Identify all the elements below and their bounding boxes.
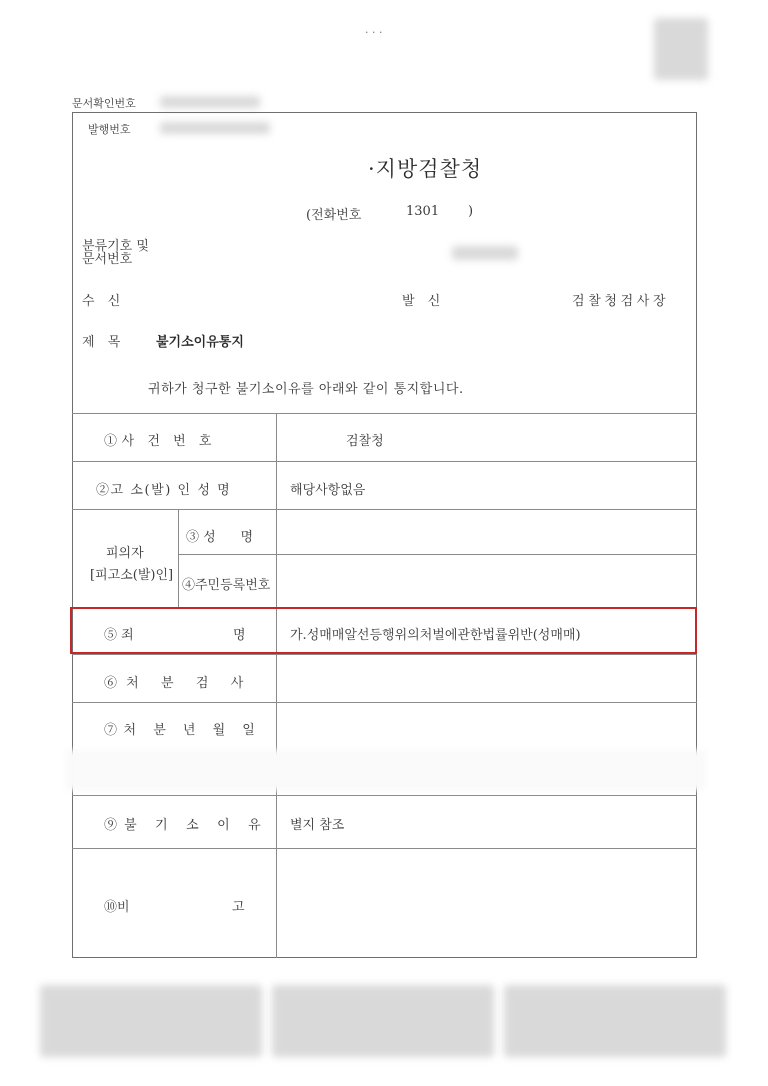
reason-value: 별지 참조 <box>290 818 345 833</box>
phone-close: ) <box>468 204 474 219</box>
case-no-label: ①사 건 번 호 <box>104 434 217 449</box>
remarks-label: ⑩비 <box>104 900 130 915</box>
redacted-date <box>452 246 518 260</box>
redacted-footer-right <box>504 985 726 1057</box>
offense-highlight-box <box>70 607 697 654</box>
offense-label-end: 명 <box>233 628 246 643</box>
issue-no-label: 발행번호 <box>88 123 131 136</box>
table-line <box>72 413 697 414</box>
reason-label: ⑨불 기 소 이 유 <box>104 818 268 833</box>
offense-label: ⑤ 죄 <box>104 628 134 643</box>
redacted-footer-center <box>272 985 494 1057</box>
table-line <box>72 795 697 796</box>
suspect-id-label: ④주민등록번호 <box>182 578 271 593</box>
case-no-value: 검찰청 <box>346 434 384 449</box>
suspect-name-label: ③ 성 명 <box>186 530 254 545</box>
classification-line1: 분류기호 및 <box>82 239 149 254</box>
date-label: ⑦처 분 년 월 일 <box>104 723 262 738</box>
table-line <box>72 654 697 655</box>
subject-value: 불기소이유통지 <box>156 335 244 350</box>
table-line <box>72 702 697 703</box>
top-marks: · · · <box>365 26 383 39</box>
redacted-footer-left <box>40 985 262 1057</box>
table-column-divider <box>276 413 277 958</box>
recipient-label: 수 신 <box>82 294 125 309</box>
suspect-group-label: 피의자 <box>106 546 144 561</box>
table-line <box>72 509 697 510</box>
phone-number: 1301 <box>406 204 440 219</box>
prosecutor-label: ⑥처 분 검 사 <box>104 676 253 691</box>
redacted-seal <box>654 18 708 80</box>
offense-value: 가.성매매알선등행위의처벌에관한법률위반(성매매) <box>290 628 581 643</box>
notice-text: 귀하가 청구한 불기소이유를 아래와 같이 통지합니다. <box>148 382 464 397</box>
classification-line2: 문서번호 <box>82 252 133 267</box>
redacted-confirm-number <box>160 96 260 108</box>
subject-label: 제 목 <box>82 335 125 350</box>
redacted-issue-number <box>160 122 270 134</box>
erased-strip <box>66 750 706 790</box>
table-subcolumn-divider <box>178 509 179 607</box>
table-line <box>72 461 697 462</box>
sender-label: 발 신 <box>402 294 445 309</box>
table-line <box>178 554 697 555</box>
phone-open: (전화번호 <box>306 208 362 223</box>
complainant-value: 해당사항없음 <box>290 483 366 498</box>
sender-value: 검찰청검사장 <box>572 294 670 309</box>
table-line <box>72 848 697 849</box>
page-title: ·지방검찰청 <box>368 157 483 181</box>
suspect-group-sublabel: [피고소(발)인] <box>90 568 174 583</box>
remarks-label-end: 고 <box>232 900 245 915</box>
complainant-label: ②고 소(발) 인 성 명 <box>96 483 232 498</box>
doc-confirm-label: 문서확인번호 <box>72 97 136 110</box>
